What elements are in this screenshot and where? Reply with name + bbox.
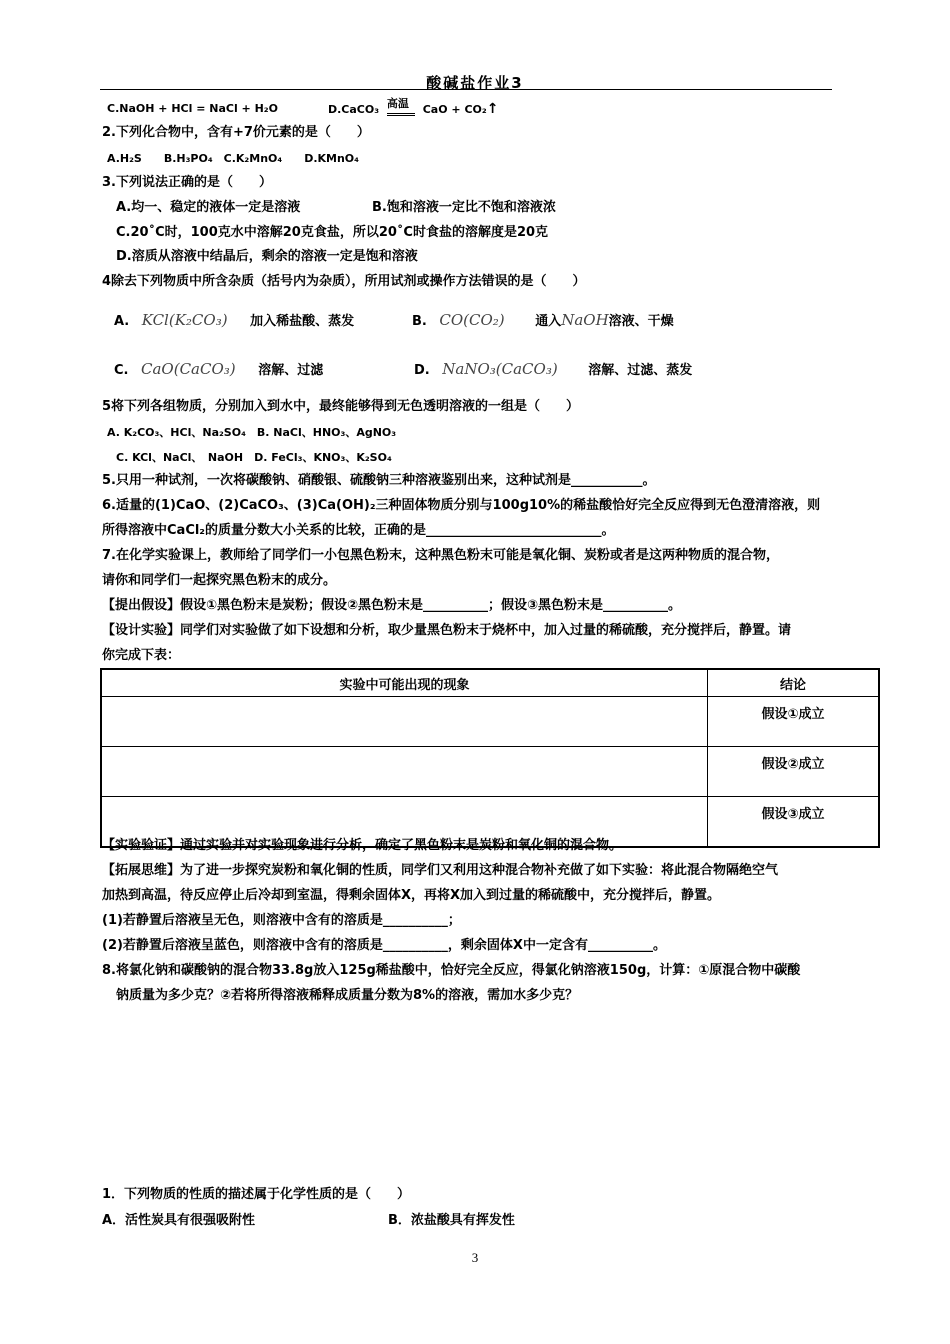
table-row xyxy=(101,747,879,797)
method-prefix: 通入 xyxy=(535,314,562,329)
q5b-text: 5.只用一种试剂，一次将碳酸钠、硝酸银、硫酸钠三种溶液鉴别出来，这种试剂是___________。 xyxy=(102,473,656,488)
q7-line2: 请你和同学们一起探究黑色粉末的成分。 xyxy=(102,573,337,588)
q4-stem: 4除去下列物质中所含杂质（括号内为杂质），所用试剂或操作方法错误的是（ ） xyxy=(102,274,586,289)
formula: CO(CO₂) xyxy=(439,311,505,329)
q1-stem: 1．下列物质的性质的描述属于化学性质的是（ ） xyxy=(102,1187,411,1202)
q2-options: A.H₂S B.H₃PO₄ C.K₂MnO₄ D.KMnO₄ xyxy=(107,152,359,165)
phenomenon-cell[interactable] xyxy=(101,747,708,797)
formula: KCl(K₂CO₃) xyxy=(141,311,228,329)
q7-line1: 7.在化学实验课上，教师给了同学们一小包黑色粉末，这种黑色粉末可能是氧化铜、炭粉或者是这两种物质的混合物， xyxy=(102,548,779,563)
conclusion-cell: 假设③成立 xyxy=(708,797,880,848)
conclusion-cell: 假设①成立 xyxy=(708,697,880,747)
q8-line2: 钠质量为多少克？②若将所得溶液稀释成质量分数为8%的溶液，需加水多少克？ xyxy=(116,988,579,1003)
q2-stem: 2.下列化合物中，含有+7价元素的是（ ） xyxy=(102,125,370,140)
method: 溶解、过滤、蒸发 xyxy=(588,363,693,378)
table-header-conclusion: 结论 xyxy=(708,669,880,697)
header-rule xyxy=(100,89,832,90)
formula: NaOH xyxy=(561,311,609,329)
q1-option-b: B．浓盐酸具有挥发性 xyxy=(388,1213,515,1228)
conclusion-cell: 假设②成立 xyxy=(708,747,880,797)
q7-design2: 你完成下表： xyxy=(102,648,181,663)
q1-d-right: CaO + CO₂ xyxy=(422,103,487,116)
q7-hypothesis: 【提出假设】假设①黑色粉末是炭粉；假设②黑色粉末是__________；假设③黑色粉末是__________。 xyxy=(102,598,682,613)
reaction-condition xyxy=(386,97,415,117)
condition-label: 高温 xyxy=(386,97,409,110)
q1-option-d xyxy=(328,97,499,119)
q5a-options-cd: C. KCl、NaCl、 NaOH D. FeCl₃、KNO₃、K₂SO₄ xyxy=(116,451,392,464)
q5a-options-ab: A. K₂CO₃、HCl、Na₂SO₄ B. NaCl、HNO₃、AgNO₃ xyxy=(107,426,397,439)
method: 加入稀盐酸、蒸发 xyxy=(250,314,355,329)
table-row xyxy=(101,697,879,747)
phenomenon-cell[interactable] xyxy=(101,697,708,747)
q3-option-c: C.20˚C时，100克水中溶解20克食盐，所以20˚C时食盐的溶解度是20克 xyxy=(116,225,549,240)
option-label: C. xyxy=(114,363,129,378)
method-suffix: 溶液、干燥 xyxy=(608,314,674,329)
q7-extend2: 加热到高温，待反应停止后冷却到室温，得剩余固体X，再将X加入到过量的稀硫酸中，充分搅拌后，静置。 xyxy=(102,888,721,903)
q7-extend1: 【拓展思维】为了进一步探究炭粉和氧化铜的性质，同学们又利用这种混合物补充做了如下实验：将此混合物隔绝空气 xyxy=(102,863,779,878)
q3-option-d: D.溶质从溶液中结晶后，剩余的溶液一定是饱和溶液 xyxy=(116,249,418,264)
q4-option-d xyxy=(414,360,692,380)
q4-option-a xyxy=(114,311,354,331)
gas-arrow-icon: ↑ xyxy=(486,101,499,117)
q6-line1: 6.适量的(1)CaO、(2)CaCO₃、(3)Ca(OH)₂三种固体物质分别与100g10%的稀盐酸恰好完全反应得到无色澄清溶液，则 xyxy=(102,498,821,513)
q7-sub1: (1)若静置后溶液呈无色，则溶液中含有的溶质是__________； xyxy=(102,913,461,928)
method: 溶解、过滤 xyxy=(258,363,324,378)
q7-sub2: (2)若静置后溶液呈蓝色，则溶液中含有的溶质是__________，剩余固体X中一定含有__________。 xyxy=(102,938,666,953)
page-title: 酸碱盐作业3 xyxy=(426,74,524,92)
q3-stem: 3.下列说法正确的是（ ） xyxy=(102,175,272,190)
formula: CaO(CaCO₃) xyxy=(141,360,236,378)
option-label: B. xyxy=(412,314,427,329)
option-label: D. xyxy=(414,363,430,378)
option-label: A. xyxy=(114,314,130,329)
page-number: 3 xyxy=(471,1250,479,1265)
q1-option-c: C.NaOH + HCl = NaCl + H₂O xyxy=(107,102,278,115)
q1-d-left: D.CaCO₃ xyxy=(328,103,380,116)
q7-verify: 【实验验证】通过实验并对实验现象进行分析，确定了黑色粉末是炭粉和氧化铜的混合物。 xyxy=(102,838,623,853)
formula: NaNO₃(CaCO₃) xyxy=(442,360,558,378)
q5a-stem: 5将下列各组物质，分别加入到水中，最终能够得到无色透明溶液的一组是（ ） xyxy=(102,399,580,414)
q3-option-a: A.均一、稳定的液体一定是溶液 xyxy=(116,200,301,215)
q3-option-b: B.饱和溶液一定比不饱和溶液浓 xyxy=(372,200,556,215)
q1-option-a: A．活性炭具有很强吸附性 xyxy=(102,1213,256,1228)
q4-option-c xyxy=(114,360,323,380)
table-header-phenomenon: 实验中可能出现的现象 xyxy=(101,669,708,697)
experiment-table xyxy=(100,668,880,848)
q7-design1: 【设计实验】同学们对实验做了如下设想和分析，取少量黑色粉末于烧杯中，加入过量的稀硫酸，充分搅拌后，静置。请 xyxy=(102,623,792,638)
q8-line1: 8.将氯化钠和碳酸钠的混合物33.8g放入125g稀盐酸中，恰好完全反应，得氯化钠溶液150g，计算：①原混合物中碳酸 xyxy=(102,963,801,978)
q6-line2: 所得溶液中CaCl₂的质量分数大小关系的比较，正确的是___________________________。 xyxy=(102,523,615,538)
q4-option-b xyxy=(412,311,674,331)
